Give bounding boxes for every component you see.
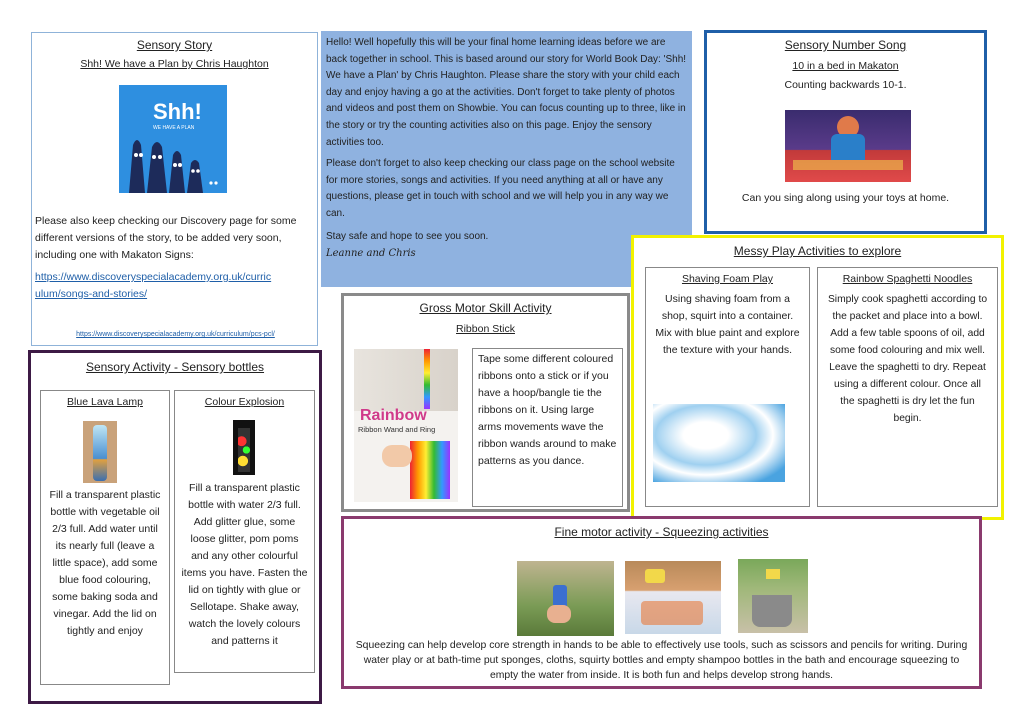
- songs-and-stories-link[interactable]: https://www.discoveryspecialacademy.org.uk/curriculum/songs-and-stories/: [35, 271, 272, 300]
- messy-play-title: Messy Play Activities to explore: [733, 244, 902, 258]
- book-cover-image: [119, 85, 227, 193]
- gross-motor-subtitle: Ribbon Stick: [456, 323, 515, 335]
- sensory-bottles-panel: [28, 350, 322, 704]
- spaghetti-card: [817, 267, 998, 507]
- makaton-video-thumbnail[interactable]: [785, 110, 911, 182]
- spaghetti-title: Rainbow Spaghetti Noodles: [842, 273, 973, 285]
- colour-explosion-image: [233, 420, 255, 475]
- lava-lamp-title: Blue Lava Lamp: [67, 396, 143, 408]
- fine-motor-panel: [341, 516, 982, 689]
- squeezing-photo-1: [517, 561, 614, 636]
- sensory-story-text: Please also keep checking our Discovery page for some different versions of the story, to be added very soon, including one with Makaton Signs:: [35, 215, 297, 261]
- ribbon-caption: Ribbon Wand and Ring: [358, 425, 436, 434]
- number-song-title: Sensory Number Song: [784, 38, 907, 52]
- colour-explosion-text: Fill a transparent plastic bottle with water 2/3 full. Add glitter glue, some loose glitter, pom poms and any other colourful items you have. Fasten the lid on tightly with glue or Sellotape. Shake away, watch the lovely colours and patterns it: [181, 482, 308, 647]
- colour-explosion-title: Colour Explosion: [204, 396, 285, 408]
- intro-paragraph-1: Hello! Well hopefully this will be your final home learning ideas before we are back together in school. This is based around our story for World Book Day: 'Shh! We have a Plan' by Chris Haughton. Please share the story with your child each day and enjoy having a go at the activities. Don't forget to take plenty of photos and videos and post them on Showbie. You can focus counting up to three, like in the story or try the counting activities also on this page. Enjoy the sensory activities too.: [326, 37, 687, 148]
- lava-lamp-image: [83, 421, 117, 483]
- pcs-pcl-link[interactable]: https://www.discoveryspecialacademy.org.uk/curriculum/pcs-pcl/: [76, 331, 275, 338]
- gross-motor-text: Tape some different coloured ribbons onto a stick or if you have a hoop/bangle tie the ribbons on it. Using large arms movements wave the ribbon wands around to make patterns as you dance.: [478, 353, 617, 467]
- gross-motor-panel: [341, 293, 630, 512]
- gross-motor-text-card: [472, 348, 623, 507]
- intro-paragraph-2: Please don't forget to also keep checking our class page on the school website for more stories, songs and activities. If you need anything at all or have any questions, please get in touch with school and we will help you in any way we can.: [326, 158, 675, 219]
- lava-lamp-text: Fill a transparent plastic bottle with vegetable oil 2/3 full. Add water until its nearly full (leave a little space), add some blue food colouring, some baking soda and vinegar. Add the lid on tightly and enjoy: [49, 489, 161, 637]
- number-song-line-1: Counting backwards 10-1.: [784, 79, 907, 91]
- intro-paragraph-3: Stay safe and hope to see you soon.: [326, 230, 489, 242]
- cover-title: Shh!: [153, 99, 202, 124]
- shaving-foam-text: Using shaving foam from a shop, squirt into a container. Mix with blue paint and explore the texture with your hands.: [655, 293, 800, 356]
- ribbon-wand-image: [354, 349, 458, 502]
- cover-subtitle: WE HAVE A PLAN: [153, 125, 195, 131]
- sensory-story-panel: [31, 32, 318, 346]
- gross-motor-title: Gross Motor Skill Activity: [419, 301, 552, 315]
- squeezing-photo-2: [625, 561, 721, 634]
- shaving-foam-title: Shaving Foam Play: [681, 273, 774, 285]
- fine-motor-title: Fine motor activity - Squeezing activities: [554, 525, 769, 539]
- spaghetti-text: Simply cook spaghetti according to the packet and place into a bowl. Add a few table spoons of oil, add some food colouring and mix well. Leave the spaghetti to dry. Repeat using a different colour. Once all the spaghetti is dry let the fun begin.: [827, 294, 988, 424]
- sensory-story-subtitle: Shh! We have a Plan by Chris Haughton: [80, 58, 269, 70]
- number-song-subtitle: 10 in a bed in Makaton: [792, 60, 899, 72]
- shaving-foam-card: [645, 267, 810, 507]
- squeezing-photo-3: [738, 559, 808, 633]
- lava-lamp-card: [40, 390, 170, 685]
- intro-signature: Leanne and Chris: [326, 247, 416, 259]
- messy-play-panel: [631, 235, 1004, 520]
- shaving-foam-image: [653, 404, 785, 482]
- number-song-panel: [704, 30, 987, 234]
- number-song-line-2: Can you sing along using your toys at home.: [741, 192, 950, 204]
- colour-explosion-card: [174, 390, 315, 673]
- fine-motor-text: Squeezing can help develop core strength in hands to be able to effectively use tools, such as scissors and pencils for writing. During water play or at bath-time put sponges, cloths, squirty bottles and empty shampoo bottles in the bath and encourage squeezing to empty the water from inside. It is both fun and helps develop strong hands.: [355, 640, 968, 681]
- sensory-story-title: Sensory Story: [136, 38, 213, 52]
- characters-illustration: [119, 85, 227, 193]
- sensory-bottles-title: Sensory Activity - Sensory bottles: [85, 360, 265, 374]
- rainbow-word: Rainbow: [360, 407, 427, 424]
